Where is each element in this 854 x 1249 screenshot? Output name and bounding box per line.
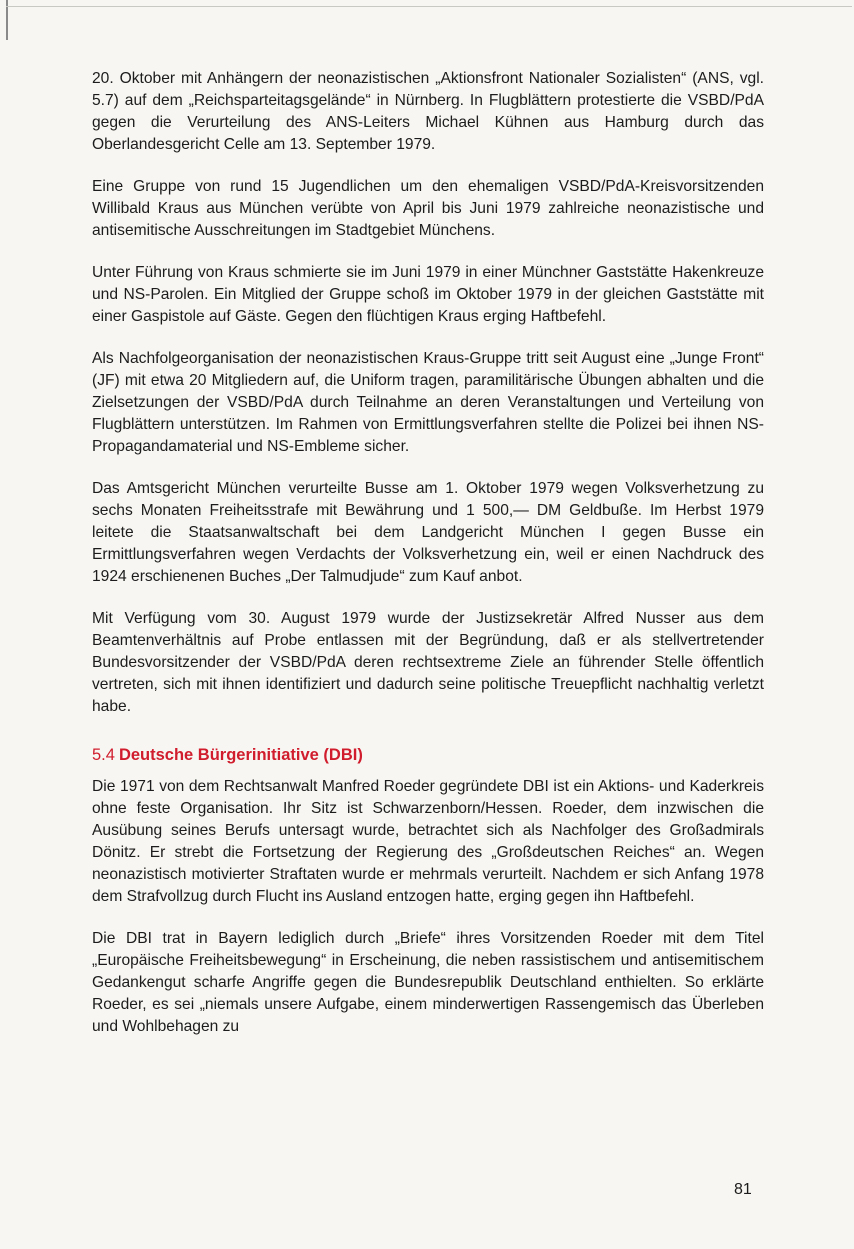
- paragraph-8: Die DBI trat in Bayern lediglich durch „Briefe“ ihres Vorsitzenden Roeder mit dem Titel „Europäische Freiheitsbewegung“ in Erscheinung, die neben rassistischem und antisemitischem Gedankengut scharfe Angriffe gegen die Bundesrepublik Deutschland enthielten. So erklärte Roeder, es sei „niemals unsere Aufgabe, einem minderwertigen Rassengemisch das Überleben und Wohlbehagen zu: [92, 930, 764, 1035]
- paragraph-7: Die 1971 von dem Rechtsanwalt Manfred Roeder gegründete DBI ist ein Aktions- und Kaderkreis ohne feste Organisation. Ihr Sitz ist Schwarzenborn/Hessen. Roeder, dem inzwischen die Ausübung seines Berufs untersagt wurde, betrachtet sich als Nachfolger des Großadmirals Dönitz. Er strebt die Fortsetzung der Regierung des „Großdeutschen Reiches“ an. Wegen neonazistisch motivierter Straftaten wurde er mehrmals verurteilt. Nachdem er sich Anfang 1978 dem Strafvollzug durch Flucht ins Ausland entzogen hatte, erging gegen ihn Haftbefehl.: [92, 778, 764, 905]
- page-number: 81: [734, 1181, 752, 1198]
- paragraph-4: Als Nachfolgeorganisation der neonazistischen Kraus-Gruppe tritt seit August eine „Junge Front“ (JF) mit etwa 20 Mitgliedern auf, die Uniform tragen, paramilitärische Übungen abhalten und die Zielsetzungen der VSBD/PdA durch Teilnahme an deren Veranstaltungen und Verteilung von Flugblättern unterstützen. Im Rahmen von Ermittlungsverfahren stellte die Polizei bei ihnen NS-Propagandamaterial und NS-Embleme sicher.: [92, 350, 764, 455]
- scan-edge-top: [6, 6, 852, 7]
- paragraph-6: Mit Verfügung vom 30. August 1979 wurde der Justizsekretär Alfred Nusser aus dem Beamtenverhältnis auf Probe entlassen mit der Begründung, daß er als stellvertretender Bundesvorsitzender der VSBD/PdA deren rechtsextreme Ziele an führender Stelle öffentlich vertreten, sich mit ihnen identifiziert und dadurch seine politische Treuepflicht nachhaltig verletzt habe.: [92, 610, 764, 715]
- paragraph-1: 20. Oktober mit Anhängern der neonazistischen „Aktionsfront Nationaler Sozialisten“ (ANS, vgl. 5.7) auf dem „Reichsparteitagsgelände“ in Nürnberg. In Flugblättern protestierte die VSBD/PdA gegen die Verurteilung des ANS-Leiters Michael Kühnen aus Hamburg durch das Oberlandesgericht Celle am 13. September 1979.: [92, 70, 764, 153]
- section-title: Deutsche Bürgerinitiative (DBI): [118, 746, 363, 764]
- section-number: 5.4: [92, 746, 115, 764]
- paragraph-3: Unter Führung von Kraus schmierte sie im Juni 1979 in einer Münchner Gaststätte Hakenkreuze und NS-Parolen. Ein Mitglied der Gruppe schoß im Oktober 1979 in der gleichen Gaststätte mit einer Gaspistole auf Gäste. Gegen den flüchtigen Kraus erging Haftbefehl.: [92, 264, 764, 325]
- page-body: [92, 68, 764, 1058]
- paragraph-2: Eine Gruppe von rund 15 Jugendlichen um den ehemaligen VSBD/PdA-Kreisvorsitzenden Willibald Kraus aus München verübte von April bis Juni 1979 zahlreiche neonazistische und antisemitische Ausschreitungen im Stadtgebiet Münchens.: [92, 178, 764, 239]
- section-heading: [92, 744, 764, 766]
- paragraph-5: Das Amtsgericht München verurteilte Busse am 1. Oktober 1979 wegen Volksverhetzung zu sechs Monaten Freiheitsstrafe mit Bewährung und 1 500,— DM Geldbuße. Im Herbst 1979 leitete die Staatsanwaltschaft bei dem Landgericht München I gegen Busse ein Ermittlungsverfahren wegen Verdachts der Volksverhetzung ein, weil er einen Nachdruck des 1924 erschienenen Buches „Der Talmudjude“ zum Kauf anbot.: [92, 480, 764, 585]
